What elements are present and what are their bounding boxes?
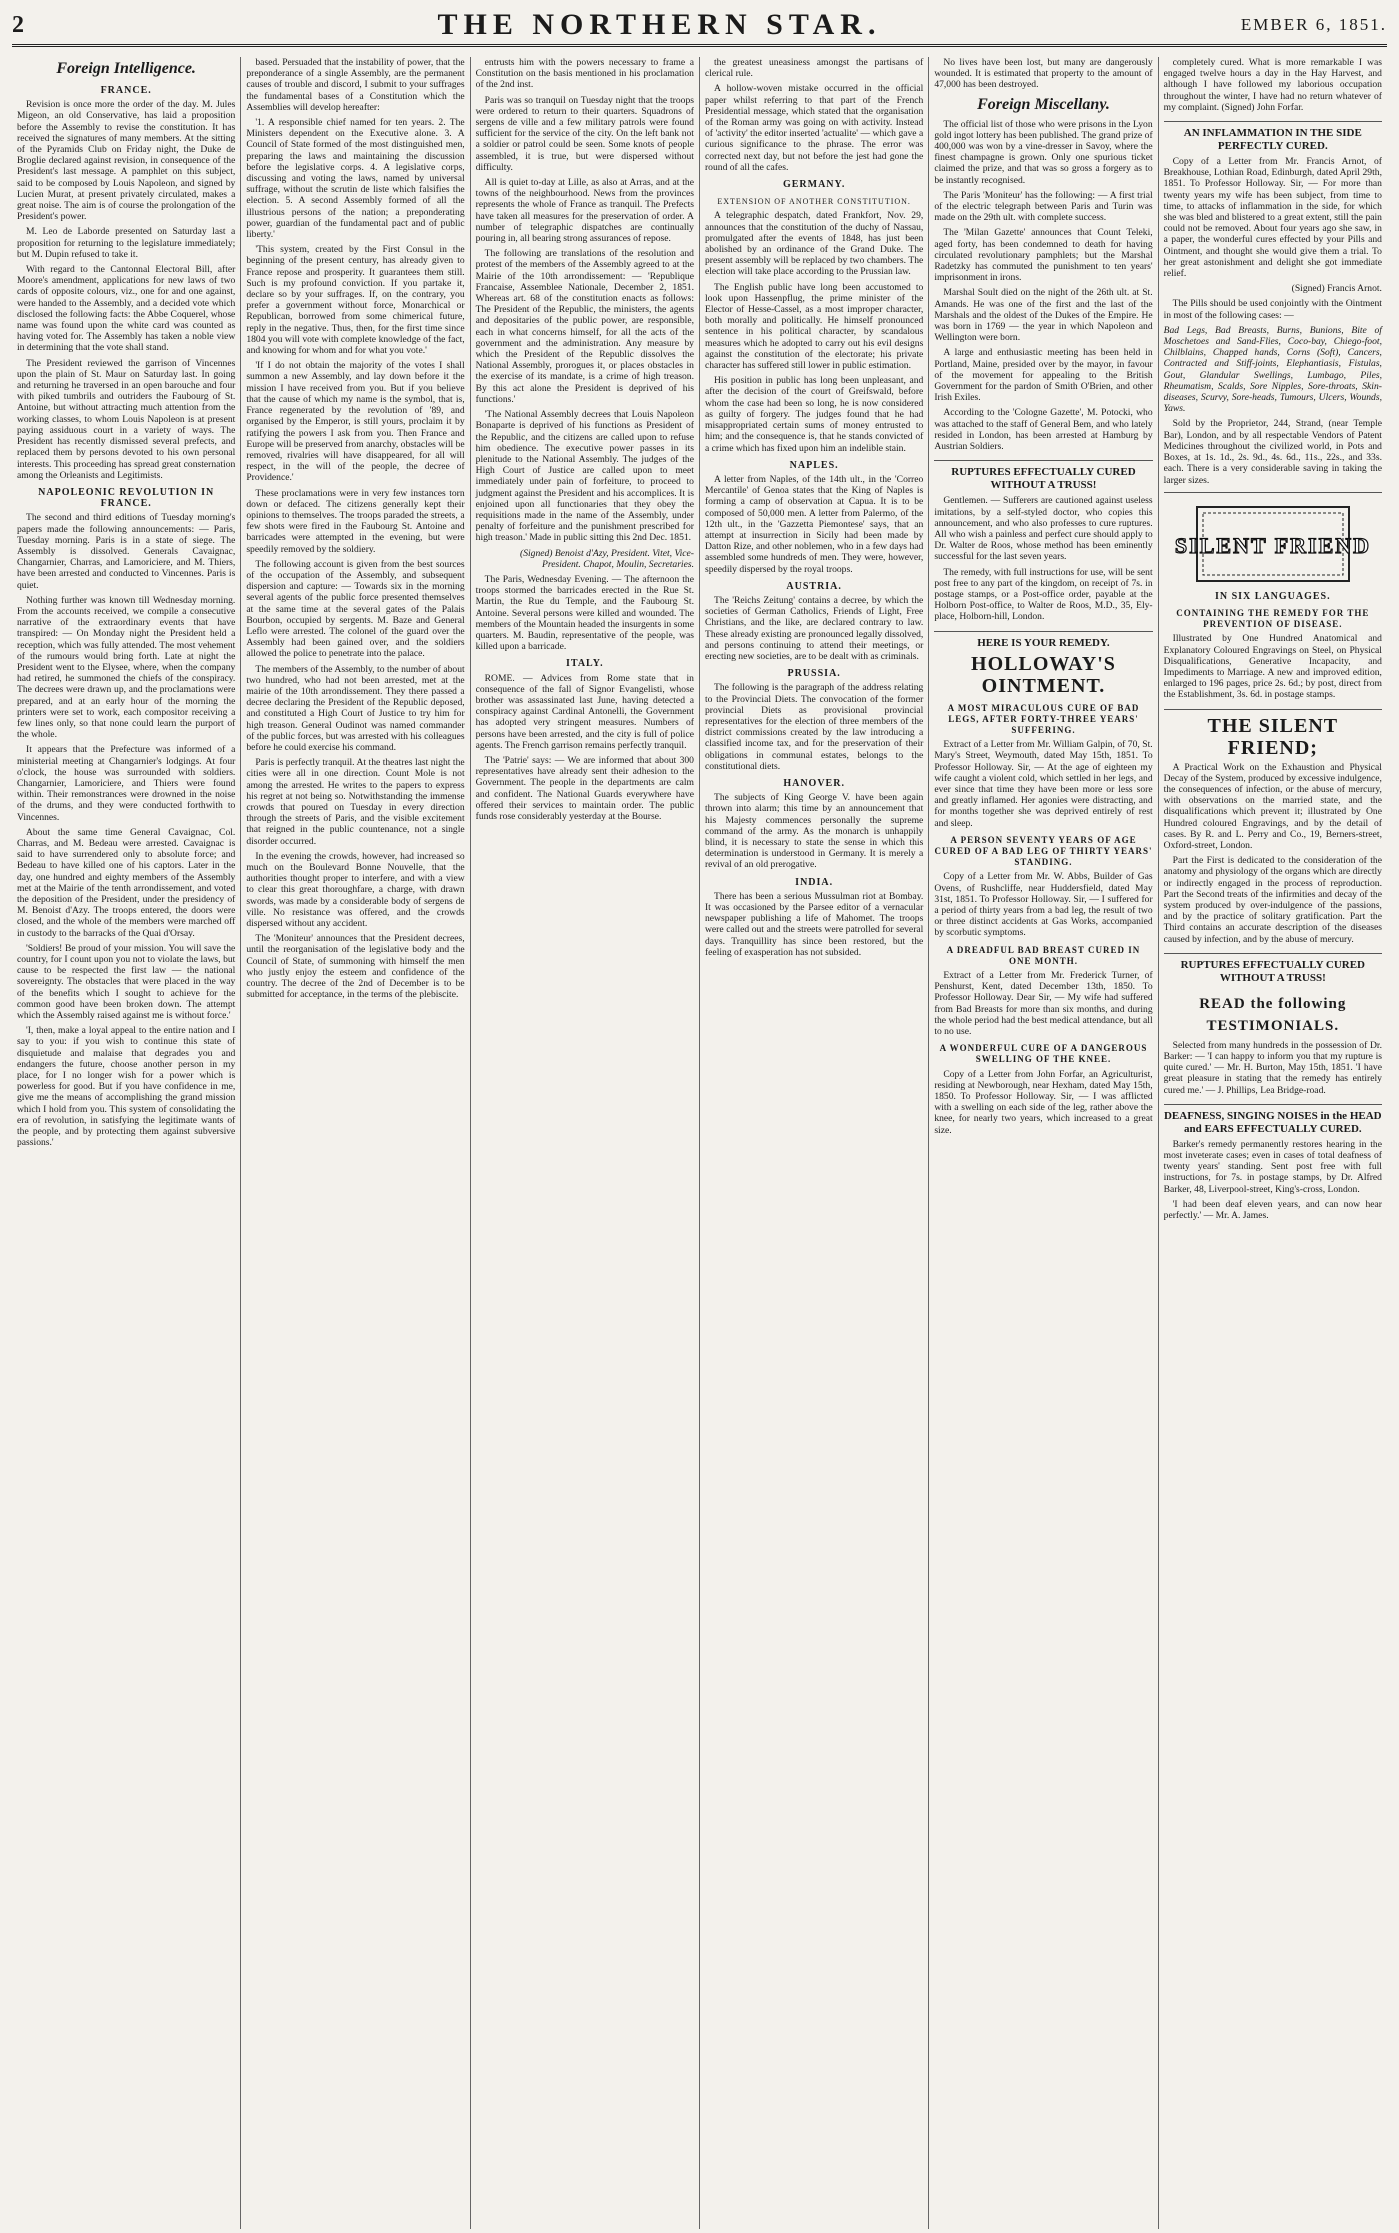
- article-paragraph: 'Soldiers! Be proud of your mission. You will save the country, for I count upon you not to violate the laws, but cause to be respected the first law — the national sovereignty. The obstacles that were placed in the way of the benefits which I sought to achieve for the common good have been broken down. The attempt which the Assembly raised against me is without force.': [17, 942, 236, 1022]
- heading-france: FRANCE.: [100, 85, 152, 96]
- article-paragraph: M. Leo de Laborde presented on Saturday last a proposition for returning to the legislature immediately; but M. Dupin refused to take it.: [17, 226, 236, 260]
- article-paragraph: With regard to the Cantonnal Electoral Bill, after Moore's amendment, applications for new laws of two cards of opposite colours, viz., one for and one against, were handed to the Assembly, and a decided vote which disclosed the following facts: the Abbe Coquerel, whose name was found upon the white card was counted as having voted for. The Assembly has taken a noble view in determining that the vote shall stand.: [17, 264, 236, 354]
- heading-napoleonic-revolution: NAPOLEONIC REVOLUTION IN FRANCE.: [38, 486, 215, 510]
- ad-paragraph: Extract of a Letter from Mr. William Galpin, of 70, St. Mary's Street, Weymouth, dated May 15th, 1851. To Professor Holloway. Sir, — At the age of eighteen my wife caught a violent cold, which settled in her legs, and ever since that time they have been more or less sore and greatly inflamed. Her agonies were distracting, and for months together she was deprived entirely of rest and sleep.: [934, 739, 1153, 829]
- article-paragraph: The 'Reichs Zeitung' contains a decree, by which the societies of German Catholics, Friends of Light, Free Christians, and the like, are declared contrary to law. These already existing are pronounced legally dissolved, and persons continuing to attend their meetings, or erecting new societies, are to be dealt with as criminals.: [704, 594, 924, 662]
- ad-heading-inflammation: AN INFLAMMATION IN THE SIDE PERFECTLY CURED.: [1164, 121, 1382, 153]
- article-paragraph: The subjects of King George V. have been again thrown into alarm; this time by an announcement that his Majesty commences personally the supreme command of the army. As the monarch is unhappily blind, it is necessary to state the sense in which this determination is understood in Germany. It is merely a revival of an old prerogative.: [704, 792, 924, 871]
- divider: [1164, 492, 1382, 493]
- ad-title-silent-friend: THE SILENT FRIEND;: [1164, 709, 1382, 759]
- ad-paragraph: A Practical Work on the Exhaustion and Physical Decay of the System, produced by excessive indulgence, the consequences of infection, or the abuse of mercury, with observations on the married state, and the disqualifications which prevent it; illustrated by One Hundred coloured Engravings, and by the detail of cases. By R. and L. Perry and Co., 19, Berners-street, Oxford-street, London.: [1163, 761, 1382, 851]
- ad-heading-ruptures: RUPTURES EFFECTUALLY CURED WITHOUT A TRUSS!: [934, 460, 1152, 492]
- article-paragraph: The 'Moniteur' announces that the President decrees, until the reorganisation of the legislative body and the Council of State, of summoning with himself the men who justly enjoy the esteem and confidence of the country. The decree of the 2nd of December is to be submitted for acceptance, in the terms of the plebiscite.: [246, 933, 465, 1001]
- article-paragraph: The 'Patrie' says: — We are informed that about 300 representatives have already sent their adhesion to the Government. The people in the departments are calm and confident. The National Guards everywhere have offered their services to maintain order. The public funds rose considerably yesterday at the Bourse.: [475, 754, 694, 822]
- ad-heading-remedy: HERE IS YOUR REMEDY.: [934, 631, 1152, 650]
- column-2: [241, 57, 470, 2229]
- ad-subheading: CONTAINING THE REMEDY FOR THE PREVENTION OF DISEASE.: [1176, 607, 1370, 630]
- article-paragraph: His position in public has long been unpleasant, and after the decision of the court of Greifswald, before whom the case had been so long, he is now considered as guilty of forgery. The judges found that he had misappropriated certain sums of money entrusted to him; and the consequence is, that he stands convicted of a crime which has fixed upon him an indelible stain.: [704, 375, 924, 454]
- ad-heading-ruptures: RUPTURES EFFECTUALLY CURED WITHOUT A TRUSS!: [1164, 953, 1382, 985]
- ad-signature: (Signed) Francis Arnot.: [1291, 283, 1382, 295]
- article-paragraph: Nothing further was known till Wednesday morning. From the accounts received, we compile a consecutive narrative of the extraordinary events that have transpired: — On Monday night the President held a reception, which was fully attended. The most vehement of the rumours would bring forth. Late at night the President went to the Elysee, where, when the company had retired, he summoned the chiefs of the conspiracy. The decrees were drawn up, and the proclamations were prepared, and at an early hour of the morning the printers were set to work, each compositor receiving a few lines only, so that none could learn the purport of the whole.: [17, 594, 236, 741]
- article-paragraph: entrusts him with the powers necessary to frame a Constitution on the basis mentioned in his proclamation of the 2nd inst.: [475, 57, 694, 91]
- column-6: [1159, 57, 1387, 2229]
- column-1: [12, 57, 241, 2229]
- column-5: [929, 57, 1158, 2229]
- section-heading-foreign-intelligence: Foreign Intelligence.: [56, 60, 196, 77]
- issue-date: EMBER 6, 1851.: [1240, 15, 1387, 34]
- article-paragraph: All is quiet to-day at Lille, as also at Arras, and at the towns of the neighbourhood. News from the provinces represents the whole of France as tranquil. The Prefects have taken all measures for the preservation of order. A number of telegraphic dispatches are continually pouring in, all bearing strong assurances of repose.: [475, 177, 694, 245]
- columns: [12, 57, 1387, 2229]
- stamp-graphic: [1174, 503, 1371, 585]
- ad-paragraph: Copy of a Letter from Mr. W. Abbs, Builder of Gas Ovens, of Rushcliffe, near Huddersfield, dated May 31st, 1851. To Professor Holloway. Sir, — I suffered for a period of thirty years from a bad leg, the result of two or three distinct accidents at Gas Works, accompanied by scorbutic symptoms.: [934, 871, 1153, 939]
- article-paragraph: No lives have been lost, but many are dangerously wounded. It is estimated that property to the amount of 47,000 has been destroyed.: [934, 57, 1153, 91]
- article-paragraph: The 'Milan Gazette' announces that Count Teleki, aged forty, has been condemned to death for having circulated revolutionary pamphlets; but the Marshal Radetzky has commuted the punishment to ten years' imprisonment in irons.: [934, 227, 1153, 284]
- article-paragraph: 'This system, created by the First Consul in the beginning of the present century, has already given to France repose and prosperity. It guarantees them still. Such is my profound conviction. If you partake it, declare so by your suffrages. If, on the contrary, you prefer a government without force, Monarchical or Republican, borrowed from some chimerical future, reply in the negative. Thus, then, for the first time since 1804 you will vote with complete knowledge of the fact, and knowing for whom and for what you vote.': [246, 244, 465, 357]
- heading-india: INDIA.: [795, 876, 834, 888]
- ad-paragraph: Part the First is dedicated to the consideration of the anatomy and physiology of the organs which are directly or indirectly engaged in the process of reproduction. Part the Second treats of the infirmities and decay of the system produced by over-indulgence of the passions, and by the practice of solitary gratification. Part the Third contains an accurate description of the diseases caused by infection, and by the abuse of mercury.: [1163, 855, 1382, 945]
- page-number: 2: [12, 11, 24, 38]
- article-paragraph: The Paris 'Moniteur' has the following: — A first trial of the electric telegraph between Paris and Turin was made on the 29th ult. with complete success.: [934, 189, 1153, 224]
- ailments-list: Bad Legs, Bad Breasts, Burns, Bunions, Bite of Moschetoes and Sand-Flies, Coco-bay, Chiego-foot, Chilblains, Chapped hands, Corns (Soft), Cancers, Contracted and Stiff-joints, Elephantiasis, Fistulas, Gout, Glandular Swellings, Lumbago, Piles, Rheumatism, Scalds, Sore Nipples, Sore-throats, Skin-diseases, Scurvy, Sore-heads, Tumours, Ulcers, Wounds, Yaws.: [1163, 324, 1382, 415]
- article-paragraph: Revision is once more the order of the day. M. Jules Migeon, an old Conservative, has laid a proposition before the Assembly to revise the constitution. It has received the signatures of many members. At the sitting of the Pyramids Club on Friday night, the Duke de Broglie declared against revision, in consequence of the President's last message. A pamphlet on this subject, said to be composed by Louis Napoleon, and signed by Lucien Murat, at present privately circulated, makes a great noise. The aim is of course the prolongation of the President's power.: [17, 99, 236, 223]
- heading-austria: AUSTRIA.: [786, 580, 842, 592]
- article-paragraph: The following are translations of the resolution and protest of the members of the Assembly agreed to at the Mairie of the 10th arrondissement: — 'Republique Francaise, Assemblee Nationale, December 2, 1851. Whereas art. 68 of the constitution enacts as follows: The President of the Republic, the ministers, the agents and depositaries of the public power, are responsible, each in what concerns himself, for all the acts of the government and the administration. Any measure by which the President of the Republic dissolves the National Assembly, prorogues it, or places obstacles in the exercise of its mandate, is a crime of high treason. By this act alone the President is deprived of his functions.': [475, 248, 694, 405]
- column-3: [471, 57, 700, 2229]
- heading-prussia: PRUSSIA.: [787, 668, 841, 680]
- article-paragraph: 'I, then, make a loyal appeal to the entire nation and I say to you: if you wish to continue this state of disquietude and malaise that degrades you and endangers the future, choose another person in my place, for I no longer wish for a power which is powerless for good. But if you have confidence in me, give me the means of accomplishing the grand mission which I hold from you. This system of consolidating the era of revolution, in satisfying the legitimate wants of the people, and by protecting them against subversive passions.': [17, 1025, 236, 1149]
- ad-subheading: A WONDERFUL CURE OF A DANGEROUS SWELLING OF THE KNEE.: [939, 1043, 1148, 1065]
- article-paragraph: Paris is perfectly tranquil. At the theatres last night the cities were all in one direction. Count Mole is not among the arrested. He writes to the papers to express his regret at not being so. Notwithstanding the immense crowds that poured on Tuesday in every direction through the streets of Paris, and the visible excitement that reigned in the public countenance, not a single disorder occurred.: [246, 757, 465, 847]
- article-paragraph: A letter from Naples, of the 14th ult., in the 'Correo Mercantile' of Genoa states that the King of Naples is forming a camp of observation at Capua. It is to be composed of 50,000 men. A letter from Palermo, of the 12th ult., in the 'Gazzetta Piemontese' says, that an attempt at insurrection in Sicily had been made by Datton Rize, and other noblemen, who in a few days had assembled some hundreds of men. They were, however, speedily dispersed by the royal troops.: [704, 473, 924, 575]
- ad-paragraph: completely cured. What is more remarkable I was engaged twelve hours a day in the Hay Harvest, and although I have followed my laborious occupation throughout the winter, I have had no return whatever of my complaint. (Signed) John Forfar.: [1163, 57, 1382, 113]
- article-paragraph: The Paris, Wednesday Evening. — The afternoon the troops stormed the barricades erected in the Rue St. Martin, the Rue du Temple, and the Faubourg St. Antoine. Several persons were killed and wounded. The members of the Mountain headed the insurgents in some quarters. M. Baudin, representative of the people, was killed upon a barricade.: [475, 573, 694, 653]
- article-paragraph: The English public have long been accustomed to look upon Hassenpflug, the prime minister of the Elector of Hesse-Cassel, as a most improper character, both morally and politically. He himself pronounced sentence in his political character, by scandalous measures which he adopted to carry out his evil designs against the constitution of the electorate; his private character has suffered still lower in public estimation.: [704, 281, 924, 372]
- ad-title-testimonials: READ the following TESTIMONIALS.: [1199, 995, 1347, 1034]
- ad-subheading: A DREADFUL BAD BREAST CURED IN ONE MONTH.: [946, 944, 1141, 966]
- ad-paragraph: Copy of a Letter from John Forfar, an Agriculturist, residing at Newborough, near Hexham, dated May 15th, 1850. To Professor Holloway. Sir, — I was afflicted with a swelling on each side of the leg, rather above the knee, for nearly two years, which increased to a great size.: [934, 1068, 1153, 1136]
- ad-heading-deafness: DEAFNESS, SINGING NOISES in the HEAD and EARS EFFECTUALLY CURED.: [1164, 1104, 1382, 1136]
- article-paragraph: The following account is given from the best sources of the occupation of the Assembly, and subsequent dispersion and capture: — Towards six in the morning several agents of the public force presented themselves at the same time at the several gates of the Palais Bourbon, occupied by sergents. M. Baze and General Leflo were arrested. The colonel of the guard over the Assembly had been gained over, and the soldiers allowed the police to penetrate into the palace.: [246, 558, 465, 660]
- article-paragraph: ROME. — Advices from Rome state that in consequence of the fall of Signor Evangelisti, whose brother was assassinated last June, having detected a conspiracy against Cardinal Antonelli, the Government has adopted very stringent measures. Numbers of persons have been arrested, and the city is full of police agents. The French garrison remains perfectly tranquil.: [475, 672, 694, 751]
- masthead: [12, 6, 1387, 47]
- silent-friend-stamp: [1174, 503, 1371, 585]
- heading-germany: GERMANY.: [782, 179, 846, 191]
- newspaper-title: THE NORTHERN STAR.: [437, 8, 882, 41]
- article-paragraph: About the same time General Cavaignac, Col. Charras, and M. Bedeau were arrested. Cavaignac is said to have surrendered only to absolute force; and Bedeau to have killed one of his captors. Later in the day, one hundred and eighty members of the Assembly met at the Mairie of the tenth arrondissement, and voted the deposition of the President, under the presidency of M. Benoist d'Azy. The troops entered, the doors were closed, and the whole of the members were marched off in custody to the barracks of the Quai d'Orsay.: [17, 826, 236, 939]
- ad-subheading: A MOST MIRACULOUS CURE OF BAD LEGS, AFTER FORTY-THREE YEARS' SUFFERING.: [947, 702, 1140, 735]
- heading-hanover: HANOVER.: [783, 777, 845, 789]
- article-paragraph: In the evening the crowds, however, had increased so much on the Boulevard Bonne Nouvelle, that the authorities thought proper to interfere, and with a view to clear this great thoroughfare, a charge, with drawn swords, was made by a considerable body of sergens de ville. No resistance was offered, and the crowds dispersed without any accident.: [246, 850, 465, 930]
- heading-italy: ITALY.: [566, 658, 604, 670]
- subheading-constitution: EXTENSION OF ANOTHER CONSTITUTION.: [717, 197, 911, 207]
- article-paragraph: based. Persuaded that the instability of power, that the preponderance of a single Assembly, are the permanent causes of trouble and discord, I submit to your suffrages the fundamental bases of a Constitution which the Assemblies will develop hereafter:: [246, 57, 465, 113]
- ad-paragraph: Selected from many hundreds in the possession of Dr. Barker: — 'I can happy to inform you that my rupture is quite cured.' — Mr. H. Burton, May 15th, 1851. 'I have great pleasure in stating that the remedy has entirely cured me.' — J. Phillips, Lea Bridge-road.: [1163, 1039, 1382, 1096]
- article-paragraph: 'If I do not obtain the majority of the votes I shall summon a new Assembly, and lay down before it the mission I have received from you. But if you believe that the cause of which my name is the symbol, that is, France regenerated by the revolution of '89, and organised by the Emperor, is still yours, proclaim it by ratifying the powers I ask from you. Then France and Europe will be preserved from anarchy, obstacles will be removed, rivalries will have disappeared, for all will respect, in the will of the people, the decree of Providence.': [246, 360, 465, 484]
- section-heading-foreign-miscellany: Foreign Miscellany.: [977, 95, 1110, 113]
- article-paragraph: Paris was so tranquil on Tuesday night that the troops were ordered to return to their quarters. Squadrons of sergens de ville and a few military patrols were found sufficient for the service of the city. On the left bank not a soldier or patrol could be seen. Some knots of people assembled, it is true, but were dispersed without difficulty.: [475, 94, 694, 173]
- article-paragraph: According to the 'Cologne Gazette', M. Potocki, who was attached to the staff of General Bem, and who lately resided in London, has been arrested at Hamburg by Austrian Soldiers.: [934, 407, 1153, 453]
- ad-paragraph: 'I had been deaf eleven years, and can now hear perfectly.' — Mr. A. James.: [1163, 1198, 1382, 1222]
- column-4: [700, 57, 929, 2229]
- heading-naples: NAPLES.: [789, 459, 839, 471]
- ad-paragraph: Sold by the Proprietor, 244, Strand, (near Temple Bar), London, and by all respectable Vendors of Patent Medicines throughout the civilized world, in Pots and Boxes, at 1s. 1d., 2s. 9d., 4s. 6d., 11s., 22s., and 33s. each. There is a very considerable saving in taking the larger sizes.: [1163, 418, 1382, 486]
- article-paragraph: A hollow-woven mistake occurred in the official paper whilst referring to that part of the French Presidential message, which stated that the organisation of the Roman army was going on with activity. Instead of 'activity' the editor inserted 'actualite' — which gave a curious significance to the phrase. The error was corrected next day, but not before the jest had gone the round of all the cafes.: [704, 83, 924, 173]
- ad-paragraph: The Pills should be used conjointly with the Ointment in most of the following cases: —: [1163, 298, 1382, 321]
- ad-subheading: A PERSON SEVENTY YEARS OF AGE CURED OF A BAD LEG OF THIRTY YEARS' STANDING.: [934, 834, 1153, 868]
- ad-paragraph: The remedy, with full instructions for use, will be sent post free to any part of the kingdom, on receipt of 7s. in postage stamps, or a Post-office order, payable at the Holborn Post-office, to Walter de Roos, M.D., 35, Ely-place, Holborn-hill, London.: [934, 566, 1153, 623]
- article-paragraph: A large and enthusiastic meeting has been held in Portland, Maine, presided over by the mayor, in favour of the movement for appealing to the British Government for the pardon of Smith O'Brien, and other Irish Exiles.: [934, 347, 1153, 404]
- ad-subheading-languages: IN SIX LANGUAGES.: [1214, 590, 1331, 602]
- ad-paragraph: Copy of a Letter from Mr. Francis Arnot, of Breakhouse, Lothian Road, Edinburgh, dated April 29th, 1851. To Professor Holloway. Sir, — For more than twenty years my wife has been subject, from time to time, to attacks of inflammation in the side, for which she was bled and blistered to a great extent, still the pain could not be removed. About four years ago she saw, in a paper, the wonderful cures effected by your Pills and Ointment, and thought she would give them a trial. To her great astonishment and delight she got immediate relief.: [1163, 156, 1382, 280]
- article-paragraph: The President reviewed the garrison of Vincennes upon the plain of St. Maur on Saturday last. In going and returning he traversed in an open barouche and four with piked tumbrils and outriders the Faubourg of St. Antoine, but without attracting much attention from the working classes, to whom Louis Napoleon is at present paying assiduous court in a variety of ways. The President has recently dismissed several prefects, and replaced them by persons devoted to his own personal interests. This proceeding has spread great consternation among the Orleanists and Legitimists.: [17, 357, 236, 481]
- article-paragraph: 'The National Assembly decrees that Louis Napoleon Bonaparte is deprived of his functions as President of the Republic, and the citizens are called upon to refuse him obedience. The executive power passes in its plenitude to the National Assembly. The judges of the High Court of Justice are called upon to meet immediately under pain of forfeiture, to proceed to judgment against the President and his accomplices. It is enjoined upon all functionaries that they obey the requisitions made in the name of the Assembly, under penalty of forfeiture and the punishment prescribed for high treason.' Made in public sitting this 2nd Dec. 1851.: [475, 409, 694, 544]
- ad-paragraph: Extract of a Letter from Mr. Frederick Turner, of Penshurst, Kent, dated December 13th, 1850. To Professor Holloway. Dear Sir, — My wife had suffered from Bad Breasts for more than six months, and during the whole period had the best medical attendance, but all to no use.: [934, 970, 1153, 1038]
- article-paragraph: A telegraphic despatch, dated Frankfort, Nov. 29, announces that the constitution of the duchy of Nassau, promulgated after the events of 1848, has just been abolished by an ordinance of the Grand Duke. The present assembly will be replaced by two chambers. The election will take place according to the Prussian law.: [704, 210, 924, 278]
- article-paragraph: '1. A responsible chief named for ten years. 2. The Ministers dependent on the Executive alone. 3. A Council of State formed of the most distinguished men, preparing the laws and maintaining the discussion before the legislative corps. 4. A legislative corps, discussing and voting the laws, named by universal suffrage, without the scrutin de liste which falsifies the election. 5. A second Assembly formed of all the illustrious persons of the nation; a preponderating power, guardian of the fundamental pact and of public liberty.': [246, 117, 465, 241]
- article-paragraph: the greatest uneasiness amongst the partisans of clerical rule.: [704, 57, 924, 80]
- article-paragraph: It appears that the Prefecture was informed of a ministerial meeting at Changarnier's lodgings. At four o'clock, the house was surrounded with soldiers. Changarnier, Lamoriciere, and Thiers were found within. Their remonstrances were drowned in the noise of the drums, and they were conducted forthwith to Vincennes.: [17, 744, 236, 823]
- article-paragraph: These proclamations were in very few instances torn down or defaced. The citizens generally kept their opinions to themselves. The troops paraded the streets, a few shots were fired in the Faubourg St. Antoine and barricades were attempted in the evening, but were speedily removed by the soldiery.: [246, 487, 465, 555]
- article-paragraph: The following is the paragraph of the address relating to the Provincial Diets. The convocation of the former provincial Diets as provisional provincial representatives for the election of three members of the district commissions created by the law introducing a classified income tax, and for the preservation of their obligations in communal estates, belongs to the constitutional diets.: [704, 682, 924, 772]
- article-paragraph: There has been a serious Mussulman riot at Bombay. It was occasioned by the Parsee editor of a vernacular newspaper publishing a life of Mahomet. The troops were called out and the streets were patrolled for several days. Tranquillity has since been restored, but the feeling of exasperation has not subsided.: [704, 890, 924, 958]
- ad-paragraph: Gentlemen. — Sufferers are cautioned against useless imitations, by a self-styled doctor, who copies this announcement, and who also professes to cure ruptures. All who wish a painless and perfect cure should apply to Dr. Walter de Roos, whose method has been eminently successful for the last seven years.: [934, 495, 1153, 563]
- signature-block: (Signed) Benoist d'Azy, President. Vitet, Vice-President. Chapot, Moulin, Secretaries.: [520, 547, 694, 570]
- article-paragraph: The official list of those who were prisons in the Lyon gold ingot lottery has been published. The grand prize of 400,000 was won by a vine-dresser in Savoy, where the finest champagne is grown. Only one spurious ticket claimed the prize, and that was so gross a forgery as to be instantly recognised.: [934, 118, 1153, 186]
- stamp-lettering: SILENT FRIEND: [1174, 532, 1371, 558]
- ad-paragraph: Illustrated by One Hundred Anatomical and Explanatory Coloured Engravings on Steel, on Physical Disqualifications, Generative Incapacity, and Impediments to Marriage. A new and improved edition, enlarged to 196 pages, price 2s. 6d.; by post, direct from the Establishment, 3s. 6d. in postage stamps.: [1163, 633, 1382, 701]
- article-paragraph: The members of the Assembly, to the number of about two hundred, who had not been arrested, met at the mairie of the 10th arrondissement. They there passed a decree declaring the President of the Republic deposed, and constituted a High Court of Justice to try him for high treason. General Oudinot was named commander of the public forces, but was arrested with his colleagues before he could exercise his command.: [246, 663, 465, 753]
- ad-title-holloways-ointment: HOLLOWAY'S OINTMENT.: [971, 652, 1116, 697]
- article-paragraph: Marshal Soult died on the night of the 26th ult. at St. Amands. He was one of the first and the last of the Marshals and the oldest of the Dukes of the Empire. He was born in 1769 — the year in which Napoleon and Wellington were born.: [934, 287, 1153, 344]
- ad-paragraph: Barker's remedy permanently restores hearing in the most inveterate cases; even in cases of total deafness of twenty years' standing. Sent post free with full instructions, for 7s. in postage stamps, by Dr. Alfred Barker, 48, Liverpool-street, King's-cross, London.: [1163, 1138, 1382, 1195]
- article-paragraph: The second and third editions of Tuesday morning's papers made the following announcements: — Paris, Tuesday morning. Paris is in a state of siege. The Assembly is dissolved. Generals Cavaignac, Changarnier, Charras, and Lamoriciere, and M. Thiers, have been arrested and conducted to Vincennes. Paris is quiet.: [17, 512, 236, 591]
